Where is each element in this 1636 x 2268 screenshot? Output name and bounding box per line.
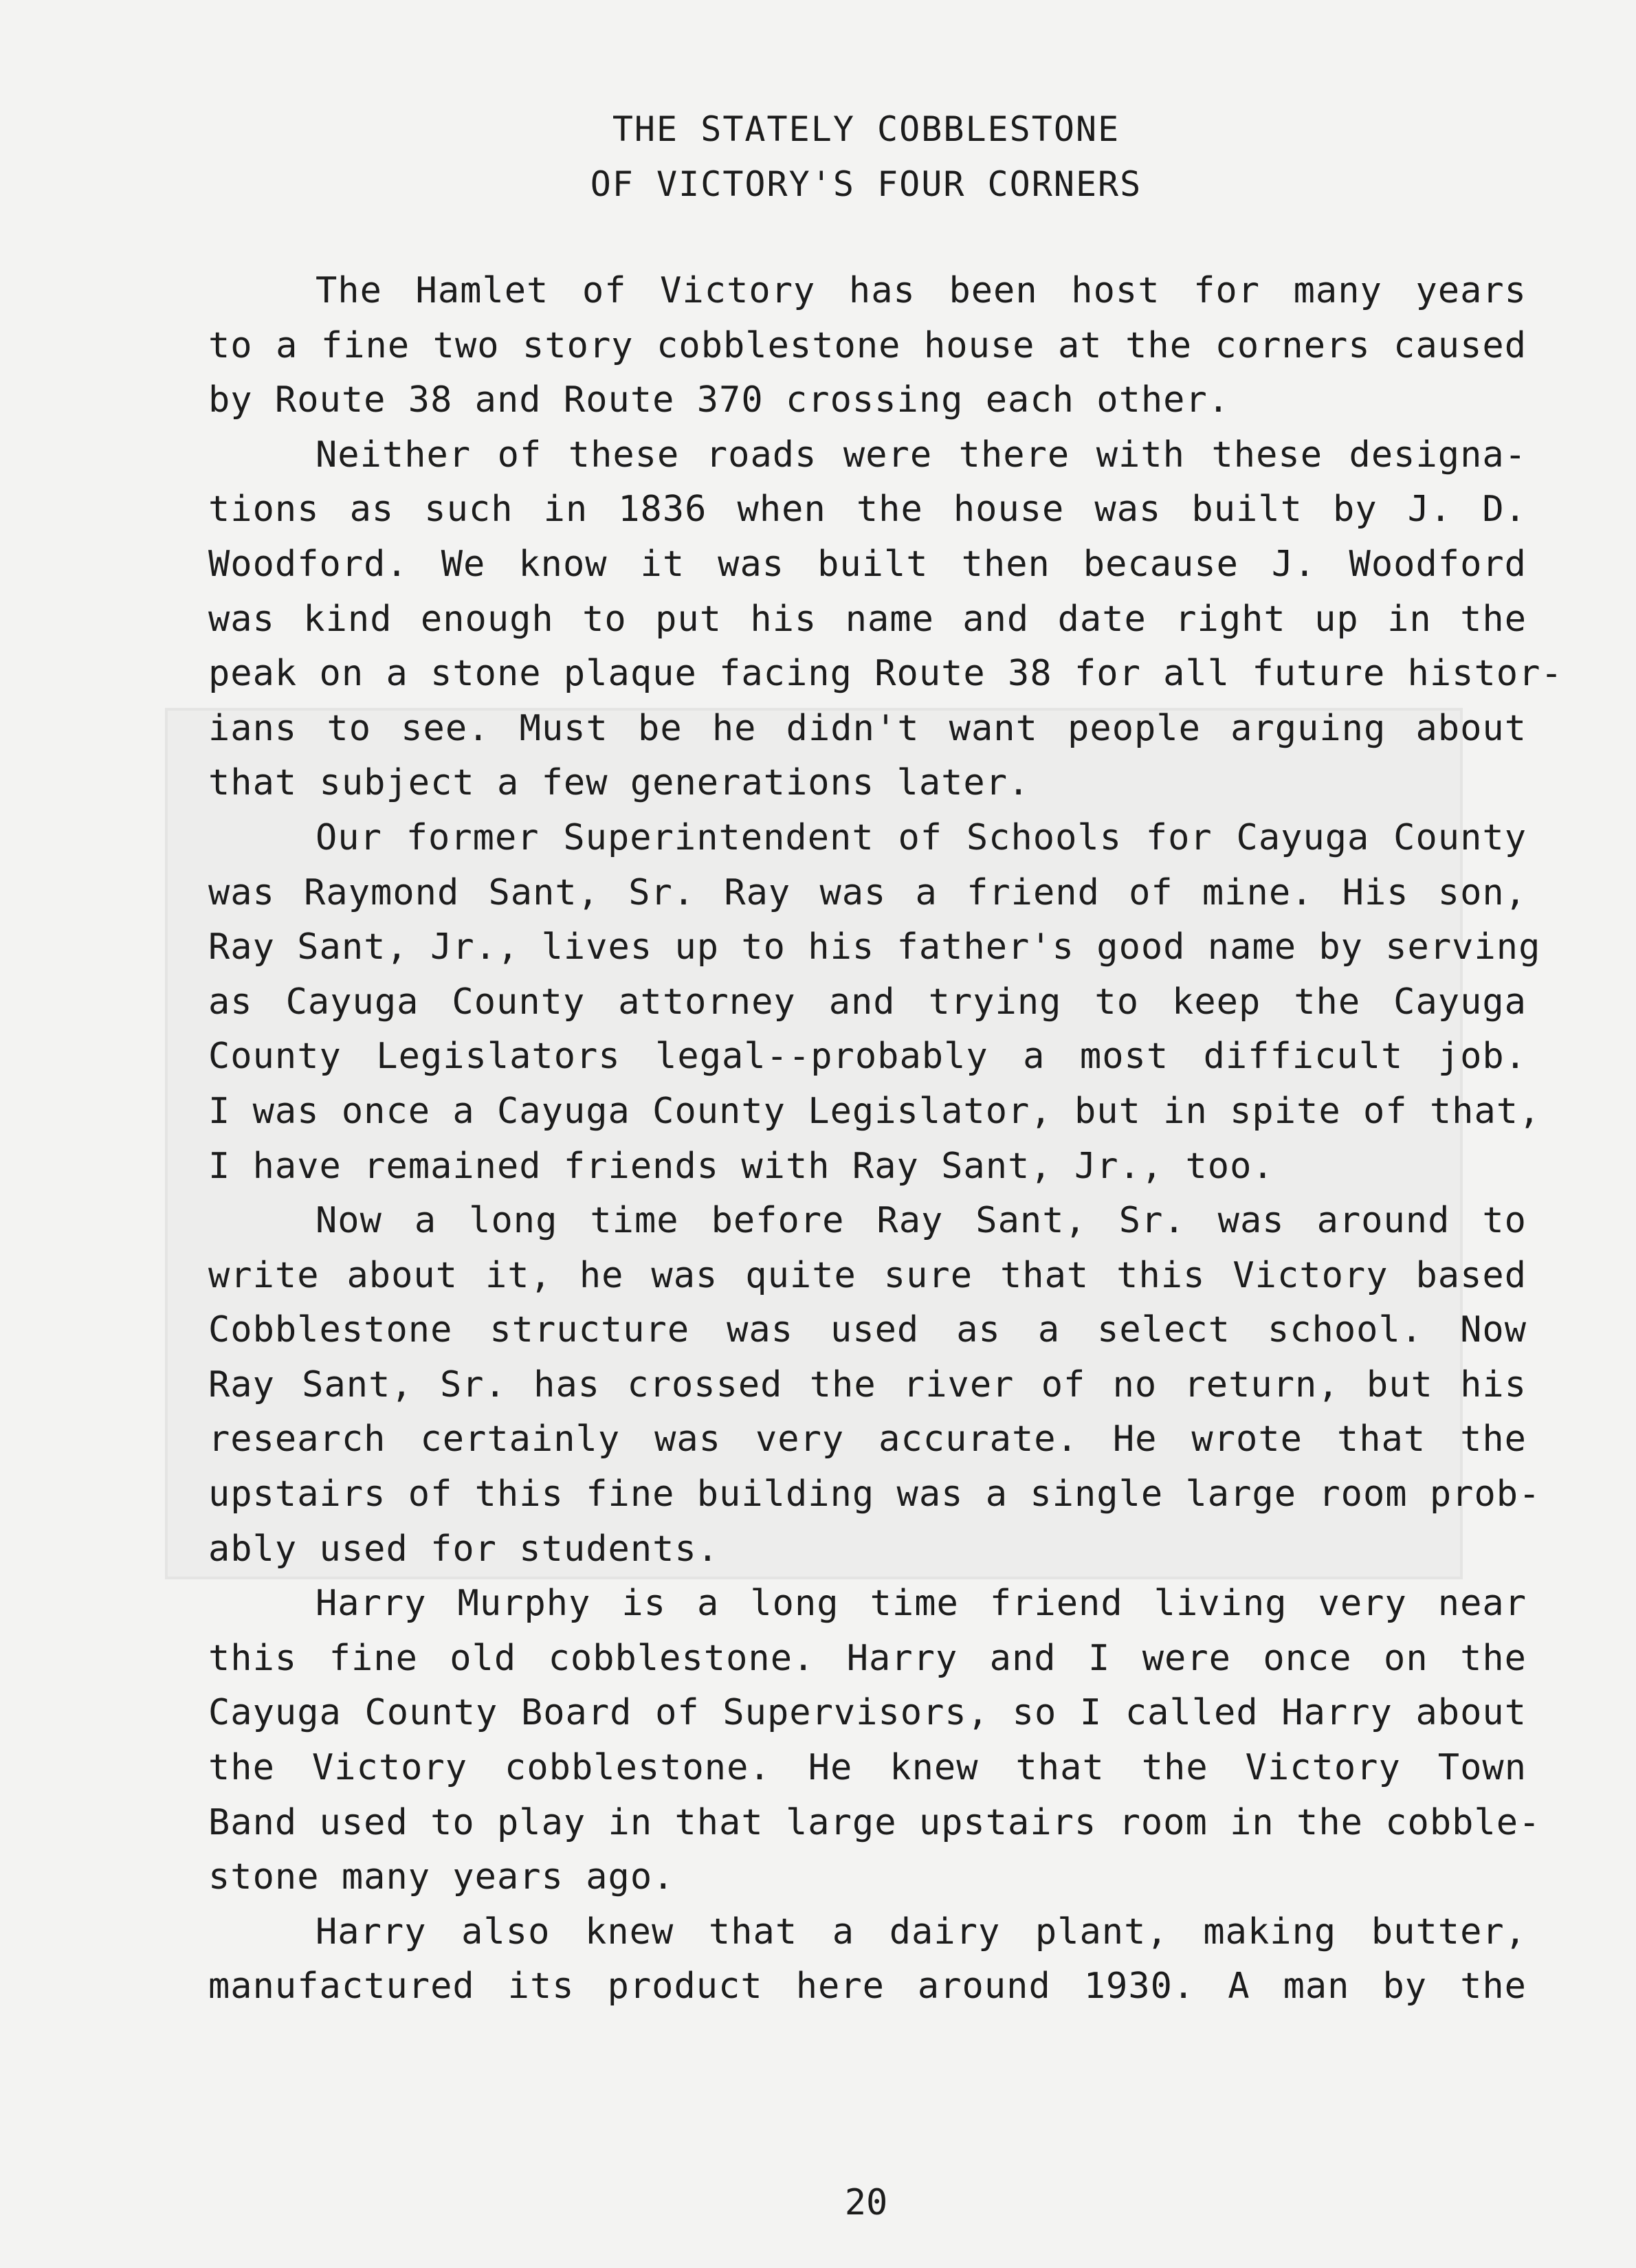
text-line: was kind enough to put his name and date right up in the <box>208 598 1527 640</box>
text-line: Ray Sant, Sr. has crossed the river of no return, but his <box>208 1364 1527 1405</box>
text-line: tions as such in 1836 when the house was built by J. D. <box>208 489 1527 531</box>
text-line: upstairs of this fine building was a single large room prob- <box>208 1474 1541 1515</box>
text-line: County Legislators legal--probably a most difficult job. <box>208 1036 1527 1078</box>
page-title-line-1: THE STATELY COBBLESTONE <box>612 109 1120 149</box>
text-line: ably used for students. <box>208 1528 720 1570</box>
body-text <box>208 264 1563 2014</box>
text-line: Cayuga County Board of Supervisors, so I called Harry about <box>208 1692 1527 1734</box>
text-line: the Victory cobblestone. He knew that the Victory Town <box>208 1747 1527 1789</box>
text-line: peak on a stone plaque facing Route 38 for all future histor- <box>208 653 1563 695</box>
text-line: as Cayuga County attorney and trying to keep the Cayuga <box>208 981 1527 1023</box>
text-line: Band used to play in that large upstairs room in the cobble- <box>208 1801 1541 1843</box>
page-title-line-2: OF VICTORY'S FOUR CORNERS <box>590 164 1142 204</box>
text-line: this fine old cobblestone. Harry and I were once on the <box>208 1637 1527 1679</box>
text-line: I have remained friends with Ray Sant, Jr., too. <box>208 1145 1274 1187</box>
text-line: by Route 38 and Route 370 crossing each other. <box>208 379 1230 421</box>
text-line: Woodford. We know it was built then because J. Woodford <box>208 543 1527 585</box>
page-number: 20 <box>844 2182 888 2223</box>
text-line: Now a long time before Ray Sant, Sr. was around to <box>316 1200 1527 1242</box>
text-line: was Raymond Sant, Sr. Ray was a friend of mine. His son, <box>208 871 1527 913</box>
text-line: to a fine two story cobblestone house at the corners caused <box>208 324 1527 366</box>
text-line: stone many years ago. <box>208 1856 675 1898</box>
text-line: ians to see. Must be he didn't want people arguing about <box>208 707 1527 749</box>
text-line: Our former Superintendent of Schools for Cayuga County <box>316 816 1527 858</box>
text-line: I was once a Cayuga County Legislator, but in spite of that, <box>208 1090 1541 1132</box>
text-line: The Hamlet of Victory has been host for many years <box>316 270 1527 311</box>
text-line: write about it, he was quite sure that this Victory based <box>208 1254 1527 1296</box>
text-line: Cobblestone structure was used as a select school. Now <box>208 1309 1527 1351</box>
text-line: Harry Murphy is a long time friend living very near <box>316 1583 1527 1625</box>
text-line: manufactured its product here around 1930. A man by the <box>208 1966 1527 2008</box>
text-line: Neither of these roads were there with these designa- <box>316 434 1527 476</box>
text-line: Harry also knew that a dairy plant, making butter, <box>316 1911 1527 1953</box>
text-line: research certainly was very accurate. He wrote that the <box>208 1419 1527 1460</box>
text-line: Ray Sant, Jr., lives up to his father's good name by serving <box>208 926 1541 968</box>
text-line: that subject a few generations later. <box>208 762 1030 804</box>
